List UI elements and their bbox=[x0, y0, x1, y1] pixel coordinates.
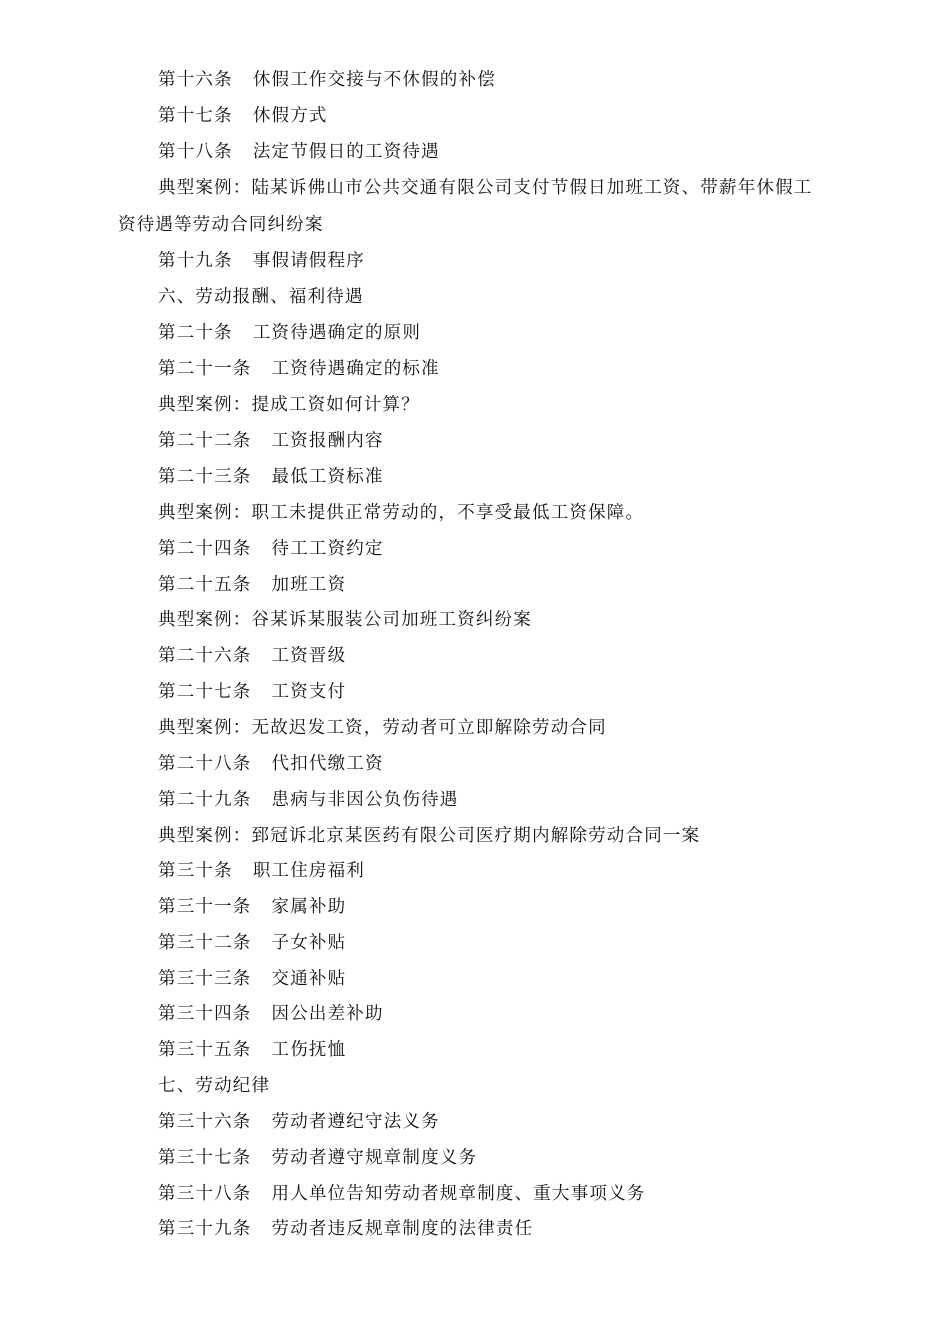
article-line bbox=[158, 322, 421, 344]
article-title: 患病与非因公负伤待遇 bbox=[271, 790, 459, 810]
article-number: 第二十四条 bbox=[158, 539, 252, 559]
case-line: 典型案例：职工未提供正常劳动的，不享受最低工资保障。 bbox=[158, 503, 645, 523]
case-line: 典型案例：郅冠诉北京某医药有限公司医疗期内解除劳动合同一案 bbox=[158, 826, 701, 846]
article-title: 劳动者遵纪守法义务 bbox=[271, 1112, 440, 1132]
case-line: 典型案例：陆某诉佛山市公共交通有限公司支付节假日加班工资、带薪年休假工 bbox=[158, 178, 813, 198]
article-number: 第十七条 bbox=[158, 106, 233, 126]
article-title: 家属补助 bbox=[271, 897, 347, 917]
article-title: 加班工资 bbox=[271, 575, 347, 595]
article-title: 最低工资标准 bbox=[271, 467, 384, 487]
article-line bbox=[158, 932, 346, 954]
article-line bbox=[158, 69, 496, 91]
article-number: 第十九条 bbox=[158, 251, 233, 271]
article-title: 工资支付 bbox=[271, 682, 347, 702]
article-number: 第三十五条 bbox=[158, 1040, 252, 1060]
article-line bbox=[158, 1111, 440, 1133]
case-line-continuation: 资待遇等劳动合同纠纷案 bbox=[118, 215, 324, 235]
article-title: 用人单位告知劳动者规章制度、重大事项义务 bbox=[271, 1184, 646, 1204]
article-title: 休假工作交接与不休假的补偿 bbox=[252, 70, 496, 90]
article-title: 劳动者遵守规章制度义务 bbox=[271, 1148, 478, 1168]
article-number: 第二十五条 bbox=[158, 575, 252, 595]
article-line bbox=[158, 1147, 477, 1169]
article-number: 第三十二条 bbox=[158, 933, 252, 953]
article-line bbox=[158, 896, 346, 918]
article-line bbox=[158, 1183, 646, 1205]
article-line bbox=[158, 574, 346, 596]
article-title: 交通补贴 bbox=[271, 969, 347, 989]
article-title: 子女补贴 bbox=[271, 933, 347, 953]
article-title: 工资待遇确定的原则 bbox=[252, 323, 422, 343]
article-title: 工资待遇确定的标准 bbox=[271, 359, 440, 379]
article-number: 第二十二条 bbox=[158, 431, 252, 451]
article-title: 劳动者违反规章制度的法律责任 bbox=[271, 1219, 534, 1239]
case-line: 典型案例：提成工资如何计算？ bbox=[158, 395, 420, 415]
article-number: 第三十九条 bbox=[158, 1219, 252, 1239]
article-title: 工资报酬内容 bbox=[271, 431, 384, 451]
article-line bbox=[158, 250, 365, 272]
article-title: 工资晋级 bbox=[271, 646, 347, 666]
article-title: 休假方式 bbox=[252, 106, 328, 126]
article-title: 职工住房福利 bbox=[252, 861, 366, 881]
article-number: 第三十四条 bbox=[158, 1004, 252, 1024]
article-line bbox=[158, 681, 346, 703]
article-line bbox=[158, 141, 440, 163]
article-title: 待工工资约定 bbox=[271, 539, 384, 559]
article-line bbox=[158, 789, 459, 811]
article-number: 第三十一条 bbox=[158, 897, 252, 917]
article-number: 第二十条 bbox=[158, 323, 233, 343]
article-line bbox=[158, 358, 440, 380]
article-line bbox=[158, 1003, 384, 1025]
article-number: 第二十三条 bbox=[158, 467, 252, 487]
article-line bbox=[158, 753, 384, 775]
article-title: 因公出差补助 bbox=[271, 1004, 384, 1024]
article-line bbox=[158, 968, 346, 990]
article-number: 第三十七条 bbox=[158, 1148, 252, 1168]
case-line: 典型案例：无故迟发工资，劳动者可立即解除劳动合同 bbox=[158, 718, 607, 738]
case-line: 典型案例：谷某诉某服装公司加班工资纠纷案 bbox=[158, 610, 532, 630]
article-number: 第二十七条 bbox=[158, 682, 252, 702]
article-number: 第二十八条 bbox=[158, 754, 252, 774]
section-heading: 六、劳动报酬、福利待遇 bbox=[158, 287, 364, 307]
article-number: 第三十八条 bbox=[158, 1184, 252, 1204]
article-title: 代扣代缴工资 bbox=[271, 754, 384, 774]
article-line bbox=[158, 430, 384, 452]
article-line bbox=[158, 1218, 533, 1240]
article-number: 第十八条 bbox=[158, 142, 233, 162]
article-number: 第三十三条 bbox=[158, 969, 252, 989]
article-number: 第三十六条 bbox=[158, 1112, 252, 1132]
article-line bbox=[158, 645, 346, 667]
article-number: 第二十一条 bbox=[158, 359, 252, 379]
article-number: 第二十六条 bbox=[158, 646, 252, 666]
article-line bbox=[158, 466, 384, 488]
article-number: 第二十九条 bbox=[158, 790, 252, 810]
article-line bbox=[158, 538, 384, 560]
article-line bbox=[158, 105, 328, 127]
article-title: 事假请假程序 bbox=[252, 251, 366, 271]
article-line bbox=[158, 860, 365, 882]
article-title: 工伤抚恤 bbox=[271, 1040, 347, 1060]
article-line bbox=[158, 1039, 346, 1061]
article-number: 第十六条 bbox=[158, 70, 233, 90]
article-title: 法定节假日的工资待遇 bbox=[252, 142, 440, 162]
article-number: 第三十条 bbox=[158, 861, 233, 881]
section-heading: 七、劳动纪律 bbox=[158, 1076, 271, 1096]
